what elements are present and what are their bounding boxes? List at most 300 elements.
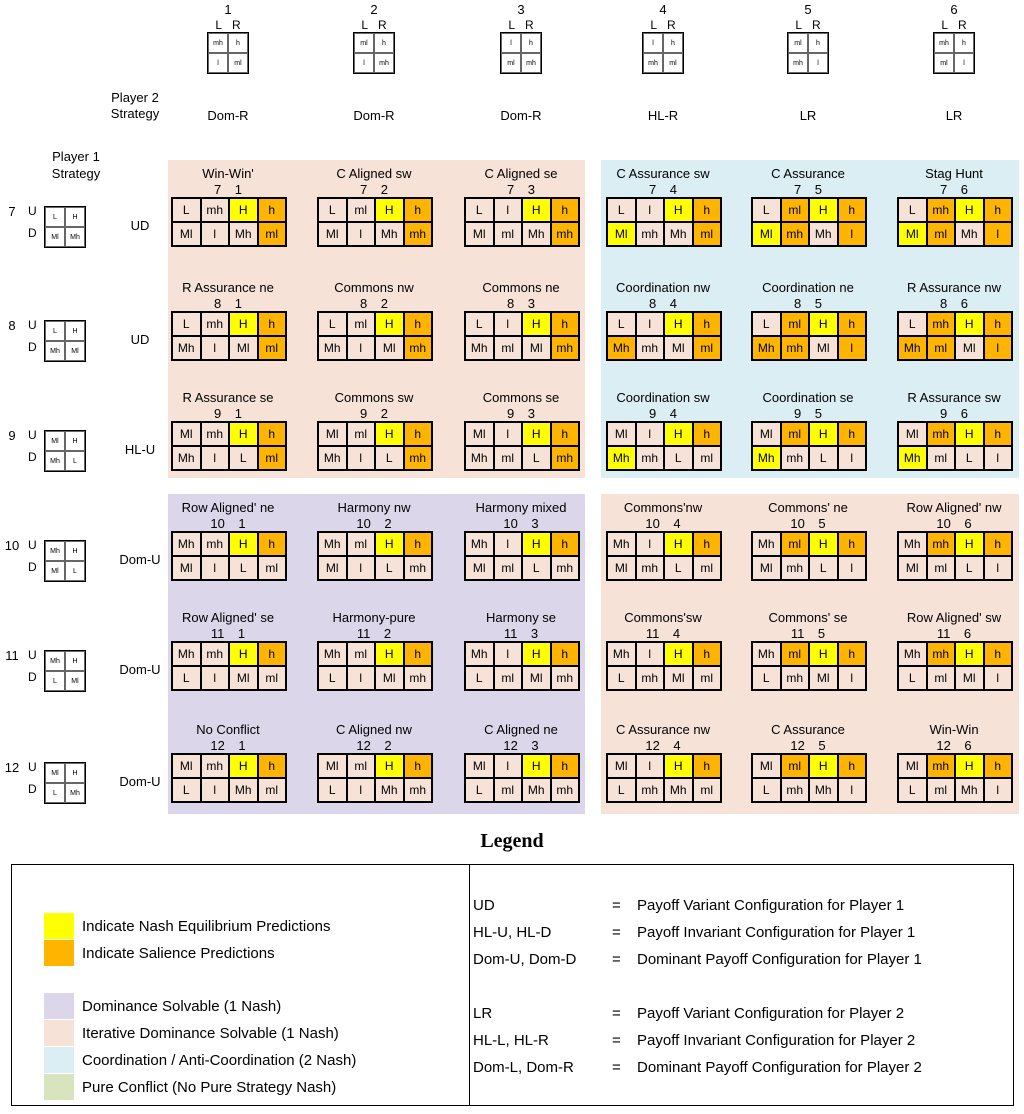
payoff-cell: h: [839, 755, 866, 777]
payoff-cell: Ml: [608, 223, 635, 245]
game-numbers: 10 4: [645, 516, 681, 531]
column-strategy: HL-R: [647, 108, 679, 123]
player1-payoff-matrix: [44, 650, 86, 692]
mini-cell: l: [354, 53, 374, 73]
payoff-cell: h: [694, 199, 721, 221]
payoff-cell: H: [810, 199, 837, 221]
game-name: Commons'nw: [623, 500, 703, 515]
legend-key: Dom-U, Dom-D: [473, 951, 577, 968]
payoff-cell: H: [665, 643, 692, 665]
payoff-cell: Ml: [173, 223, 200, 245]
payoff-cell: L: [230, 447, 257, 469]
mini-cell: mh: [934, 33, 954, 53]
payoff-cell: ml: [495, 447, 522, 469]
payoff-cell: Mh: [665, 779, 692, 801]
payoff-cell: l: [985, 557, 1012, 579]
game-name: Coordination se: [762, 390, 854, 405]
payoff-cell: Ml: [956, 667, 983, 689]
payoff-cell: Mh: [319, 447, 346, 469]
payoff-cell: l: [495, 533, 522, 555]
game-name: No Conflict: [196, 722, 260, 737]
payoff-cell: L: [523, 447, 550, 469]
payoff-cell: H: [523, 643, 550, 665]
payoff-cell: L: [230, 557, 257, 579]
label-r: R: [232, 18, 241, 32]
payoff-cell: ml: [782, 423, 809, 445]
game-cell: [461, 610, 581, 691]
payoff-cell: L: [899, 779, 926, 801]
game-name: C Assurance nw: [616, 722, 710, 737]
payoff-cell: l: [637, 643, 664, 665]
payoff-cell: Mh: [230, 223, 257, 245]
legend-desc: Payoff Variant Configuration for Player 1: [637, 897, 905, 914]
payoff-cell: h: [552, 313, 579, 335]
payoff-cell: H: [956, 423, 983, 445]
mini-cell: H: [65, 207, 85, 227]
payoff-cell: L: [753, 199, 780, 221]
game-numbers: 8 6: [939, 296, 969, 311]
payoff-cell: mh: [782, 779, 809, 801]
game-name: Row Aligned' sw: [906, 610, 1002, 625]
mini-cell: Mh: [45, 651, 65, 671]
game-numbers: 7 2: [359, 182, 389, 197]
row-header-10: [2, 536, 182, 584]
game-name: Stag Hunt: [925, 166, 983, 181]
game-cell: [461, 722, 581, 803]
payoff-cell: mh: [782, 667, 809, 689]
payoff-cell: H: [956, 755, 983, 777]
game-cell: [894, 390, 1014, 471]
payoff-cell: Ml: [608, 755, 635, 777]
payoff-cell: H: [665, 423, 692, 445]
mini-cell: Ml: [45, 227, 65, 247]
row-number: 9: [8, 428, 16, 443]
label-l: L: [215, 18, 222, 32]
row-strategy: Dom-U: [119, 774, 161, 789]
legend-item: [44, 913, 330, 939]
game-cell: [168, 280, 288, 361]
payoff-cell: ml: [694, 447, 721, 469]
payoff-cell: H: [376, 643, 403, 665]
game-name: Coordination ne: [762, 280, 854, 295]
mini-cell: H: [65, 541, 85, 561]
payoff-cell: ml: [495, 557, 522, 579]
player1-payoff-matrix: [44, 206, 86, 248]
payoff-cell: L: [665, 447, 692, 469]
game-cell: [461, 500, 581, 581]
payoff-cell: h: [259, 199, 286, 221]
game-name: R Assurance sw: [907, 390, 1001, 405]
payoff-cell: H: [523, 423, 550, 445]
player1-payoff-matrix: [44, 540, 86, 582]
payoff-matrix: [464, 197, 580, 247]
game-cell: [748, 500, 868, 581]
payoff-cell: ml: [782, 199, 809, 221]
payoff-cell: ml: [348, 643, 375, 665]
payoff-matrix: [751, 753, 867, 803]
game-cell: [748, 166, 868, 247]
mini-cell: Ml: [45, 763, 65, 783]
payoff-cell: L: [608, 779, 635, 801]
column-header-5: [768, 2, 848, 74]
player2-label-line1: Player 2: [111, 90, 159, 105]
payoff-cell: Mh: [956, 779, 983, 801]
payoff-cell: h: [985, 533, 1012, 555]
mini-cell: Ml: [45, 431, 65, 451]
game-name: Harmony-pure: [332, 610, 416, 625]
row-number: 11: [5, 648, 19, 663]
payoff-cell: H: [523, 755, 550, 777]
player2-payoff-matrix: [353, 32, 395, 74]
payoff-cell: Ml: [230, 337, 257, 359]
legend-item: [44, 940, 275, 966]
payoff-cell: mh: [552, 447, 579, 469]
payoff-cell: ml: [928, 337, 955, 359]
payoff-cell: h: [405, 199, 432, 221]
payoff-cell: l: [202, 337, 229, 359]
payoff-cell: mh: [928, 755, 955, 777]
game-numbers: 11 2: [356, 626, 392, 641]
column-strategy: Dom-R: [500, 108, 542, 123]
game-cell: [168, 610, 288, 691]
payoff-cell: mh: [405, 557, 432, 579]
payoff-matrix: [317, 311, 433, 361]
payoff-cell: L: [810, 557, 837, 579]
payoff-cell: H: [665, 533, 692, 555]
game-numbers: 10 3: [503, 516, 539, 531]
legend-title: Legend: [480, 830, 544, 852]
payoff-cell: H: [376, 313, 403, 335]
row-strategy: UD: [130, 332, 150, 347]
payoff-cell: L: [466, 313, 493, 335]
payoff-cell: h: [259, 755, 286, 777]
payoff-cell: L: [376, 557, 403, 579]
payoff-cell: Mh: [665, 223, 692, 245]
column-strategy: LR: [945, 108, 963, 123]
payoff-cell: h: [985, 755, 1012, 777]
payoff-cell: mh: [928, 533, 955, 555]
mini-cell: Mh: [65, 227, 85, 247]
row-header-7: [2, 202, 182, 250]
payoff-cell: mh: [202, 199, 229, 221]
legend-text: Indicate Nash Equilibrium Predictions: [82, 917, 331, 935]
payoff-cell: Ml: [665, 667, 692, 689]
payoff-cell: mh: [637, 223, 664, 245]
payoff-cell: H: [376, 755, 403, 777]
label-u: U: [28, 318, 37, 332]
payoff-matrix: [751, 311, 867, 361]
legend-text: Dominance Solvable (1 Nash): [82, 997, 282, 1015]
payoff-cell: ml: [495, 223, 522, 245]
mini-cell: mh: [788, 53, 808, 73]
legend-swatch: [44, 1047, 74, 1073]
game-numbers: 12 3: [503, 738, 539, 753]
game-numbers: 11 5: [790, 626, 826, 641]
label-d: D: [28, 450, 37, 464]
payoff-cell: h: [839, 643, 866, 665]
row-header-8: [2, 316, 182, 364]
payoff-cell: ml: [694, 557, 721, 579]
legend-box: [11, 864, 1014, 1106]
game-numbers: 7 3: [506, 182, 536, 197]
payoff-cell: L: [466, 779, 493, 801]
column-number: 2: [370, 2, 378, 17]
game-name: Commons nw: [334, 280, 414, 295]
player2-payoff-matrix: [207, 32, 249, 74]
payoff-cell: l: [348, 447, 375, 469]
payoff-matrix: [317, 753, 433, 803]
payoff-cell: h: [405, 643, 432, 665]
player1-payoff-matrix: [44, 762, 86, 804]
legend-desc: Payoff Variant Configuration for Player 2: [637, 1005, 905, 1022]
game-name: C Aligned ne: [484, 722, 558, 737]
legend-key: UD: [473, 897, 495, 914]
legend-text: Coordination / Anti-Coordination (2 Nash): [82, 1051, 357, 1069]
payoff-cell: h: [405, 533, 432, 555]
payoff-cell: mh: [202, 643, 229, 665]
payoff-cell: l: [637, 533, 664, 555]
mini-cell: Mh: [45, 451, 65, 471]
payoff-matrix: [751, 531, 867, 581]
column-lr-labels: [914, 18, 994, 32]
game-cell: [461, 166, 581, 247]
payoff-cell: l: [495, 423, 522, 445]
payoff-matrix: [751, 421, 867, 471]
game-name: C Assurance sw: [616, 166, 710, 181]
row-number: 12: [4, 760, 20, 775]
payoff-cell: Mh: [753, 447, 780, 469]
payoff-matrix: [897, 311, 1013, 361]
payoff-cell: H: [810, 423, 837, 445]
payoff-cell: Mh: [173, 533, 200, 555]
legend-item: [44, 1047, 356, 1073]
payoff-cell: mh: [552, 337, 579, 359]
payoff-cell: ml: [928, 447, 955, 469]
payoff-cell: l: [985, 779, 1012, 801]
payoff-cell: ml: [259, 667, 286, 689]
payoff-cell: l: [985, 337, 1012, 359]
payoff-cell: Ml: [899, 755, 926, 777]
mini-cell: L: [65, 561, 85, 581]
payoff-cell: l: [985, 223, 1012, 245]
payoff-cell: mh: [782, 223, 809, 245]
payoff-cell: L: [466, 667, 493, 689]
game-numbers: 7 5: [793, 182, 823, 197]
payoff-cell: h: [552, 423, 579, 445]
payoff-cell: mh: [782, 447, 809, 469]
payoff-cell: H: [230, 755, 257, 777]
label-l: L: [795, 18, 802, 32]
payoff-cell: Mh: [466, 447, 493, 469]
row-header-12: [2, 758, 182, 806]
payoff-cell: h: [839, 313, 866, 335]
payoff-matrix: [897, 531, 1013, 581]
payoff-cell: Ml: [319, 223, 346, 245]
game-name: R Assurance nw: [907, 280, 1001, 295]
game-cell: [603, 500, 723, 581]
payoff-cell: Ml: [230, 667, 257, 689]
legend-item: [44, 1020, 339, 1046]
payoff-cell: h: [694, 533, 721, 555]
game-numbers: 8 4: [648, 296, 678, 311]
payoff-cell: l: [202, 557, 229, 579]
mini-cell: h: [228, 33, 248, 53]
game-name: Coordination sw: [616, 390, 710, 405]
payoff-cell: H: [810, 533, 837, 555]
payoff-cell: l: [839, 447, 866, 469]
row-strategy: Dom-U: [119, 662, 161, 677]
payoff-matrix: [464, 531, 580, 581]
game-cell: [461, 390, 581, 471]
payoff-matrix: [317, 197, 433, 247]
payoff-cell: H: [376, 423, 403, 445]
legend-swatch: [44, 1074, 74, 1100]
payoff-cell: Mh: [753, 643, 780, 665]
player2-strategy-label: [100, 90, 170, 122]
payoff-cell: h: [552, 199, 579, 221]
payoff-cell: Ml: [466, 423, 493, 445]
game-name: Win-Win': [202, 166, 254, 181]
legend-equals: =: [612, 924, 621, 941]
game-name: Row Aligned' ne: [181, 500, 275, 515]
payoff-cell: Ml: [810, 337, 837, 359]
game-cell: [748, 280, 868, 361]
payoff-cell: L: [899, 199, 926, 221]
mini-cell: Mh: [45, 341, 65, 361]
mini-cell: H: [65, 431, 85, 451]
payoff-cell: L: [956, 557, 983, 579]
payoff-cell: Ml: [173, 423, 200, 445]
payoff-cell: ml: [928, 557, 955, 579]
legend-equals: =: [612, 1059, 621, 1076]
row-strategy: HL-U: [124, 442, 156, 457]
game-name: C Aligned se: [484, 166, 558, 181]
payoff-cell: l: [637, 423, 664, 445]
payoff-matrix: [897, 197, 1013, 247]
payoff-cell: H: [523, 313, 550, 335]
payoff-cell: H: [230, 643, 257, 665]
payoff-cell: ml: [348, 313, 375, 335]
payoff-cell: Ml: [899, 423, 926, 445]
payoff-cell: mh: [928, 643, 955, 665]
payoff-matrix: [606, 311, 722, 361]
player2-payoff-matrix: [500, 32, 542, 74]
payoff-cell: ml: [694, 337, 721, 359]
game-name: Row Aligned' se: [181, 610, 275, 625]
payoff-cell: L: [665, 557, 692, 579]
legend-swatch: [44, 940, 74, 966]
mini-cell: ml: [663, 53, 683, 73]
game-numbers: 8 1: [213, 296, 243, 311]
column-number: 5: [804, 2, 812, 17]
payoff-cell: Mh: [173, 643, 200, 665]
player2-label-line2: Strategy: [110, 106, 160, 121]
column-number: 4: [659, 2, 667, 17]
label-d: D: [28, 560, 37, 574]
game-cell: [168, 722, 288, 803]
mini-cell: H: [65, 651, 85, 671]
payoff-cell: Ml: [753, 223, 780, 245]
payoff-cell: H: [523, 533, 550, 555]
payoff-cell: ml: [928, 779, 955, 801]
legend-text: Pure Conflict (No Pure Strategy Nash): [82, 1078, 337, 1096]
payoff-cell: L: [753, 313, 780, 335]
game-cell: [603, 166, 723, 247]
payoff-cell: Ml: [319, 423, 346, 445]
label-l: L: [650, 18, 657, 32]
legend-desc: Payoff Invariant Configuration for Player 1: [637, 924, 916, 941]
label-r: R: [958, 18, 967, 32]
payoff-cell: h: [985, 423, 1012, 445]
game-numbers: 8 5: [793, 296, 823, 311]
payoff-cell: l: [495, 199, 522, 221]
mini-cell: ml: [501, 53, 521, 73]
game-numbers: 12 2: [356, 738, 392, 753]
payoff-cell: l: [985, 667, 1012, 689]
game-numbers: 10 1: [210, 516, 246, 531]
payoff-cell: h: [985, 643, 1012, 665]
payoff-cell: L: [608, 667, 635, 689]
game-name: C Assurance: [771, 722, 845, 737]
mini-cell: L: [45, 783, 65, 803]
payoff-cell: Mh: [466, 533, 493, 555]
payoff-cell: Mh: [899, 447, 926, 469]
payoff-cell: ml: [348, 533, 375, 555]
payoff-cell: h: [839, 199, 866, 221]
payoff-cell: H: [665, 313, 692, 335]
legend-item: [44, 1074, 336, 1100]
player2-payoff-matrix: [642, 32, 684, 74]
payoff-cell: h: [405, 313, 432, 335]
game-name: Harmony se: [485, 610, 557, 625]
payoff-cell: Ml: [319, 755, 346, 777]
label-u: U: [28, 760, 37, 774]
payoff-cell: h: [985, 313, 1012, 335]
label-u: U: [28, 538, 37, 552]
player1-label-line1: Player 1: [52, 149, 100, 164]
payoff-cell: L: [173, 313, 200, 335]
mini-cell: mh: [521, 53, 541, 73]
payoff-matrix: [464, 641, 580, 691]
payoff-cell: L: [319, 667, 346, 689]
game-name: Commons sw: [334, 390, 414, 405]
payoff-cell: ml: [495, 667, 522, 689]
game-cell: [603, 722, 723, 803]
label-d: D: [28, 340, 37, 354]
mini-cell: mh: [374, 53, 394, 73]
payoff-cell: Ml: [665, 337, 692, 359]
legend-swatch: [44, 993, 74, 1019]
game-name: Row Aligned' nw: [906, 500, 1002, 515]
payoff-cell: H: [956, 313, 983, 335]
payoff-cell: Mh: [608, 643, 635, 665]
payoff-cell: ml: [495, 779, 522, 801]
payoff-cell: L: [753, 667, 780, 689]
game-numbers: 7 4: [648, 182, 678, 197]
payoff-cell: mh: [637, 779, 664, 801]
mini-cell: ml: [934, 53, 954, 73]
mini-cell: Mh: [65, 783, 85, 803]
legend-desc: Payoff Invariant Configuration for Player 2: [637, 1032, 916, 1049]
payoff-cell: Mh: [753, 533, 780, 555]
game-numbers: 10 2: [356, 516, 392, 531]
payoff-cell: Ml: [753, 557, 780, 579]
payoff-cell: l: [839, 337, 866, 359]
payoff-cell: L: [899, 667, 926, 689]
mini-cell: h: [954, 33, 974, 53]
payoff-cell: l: [839, 557, 866, 579]
game-numbers: 12 1: [210, 738, 246, 753]
